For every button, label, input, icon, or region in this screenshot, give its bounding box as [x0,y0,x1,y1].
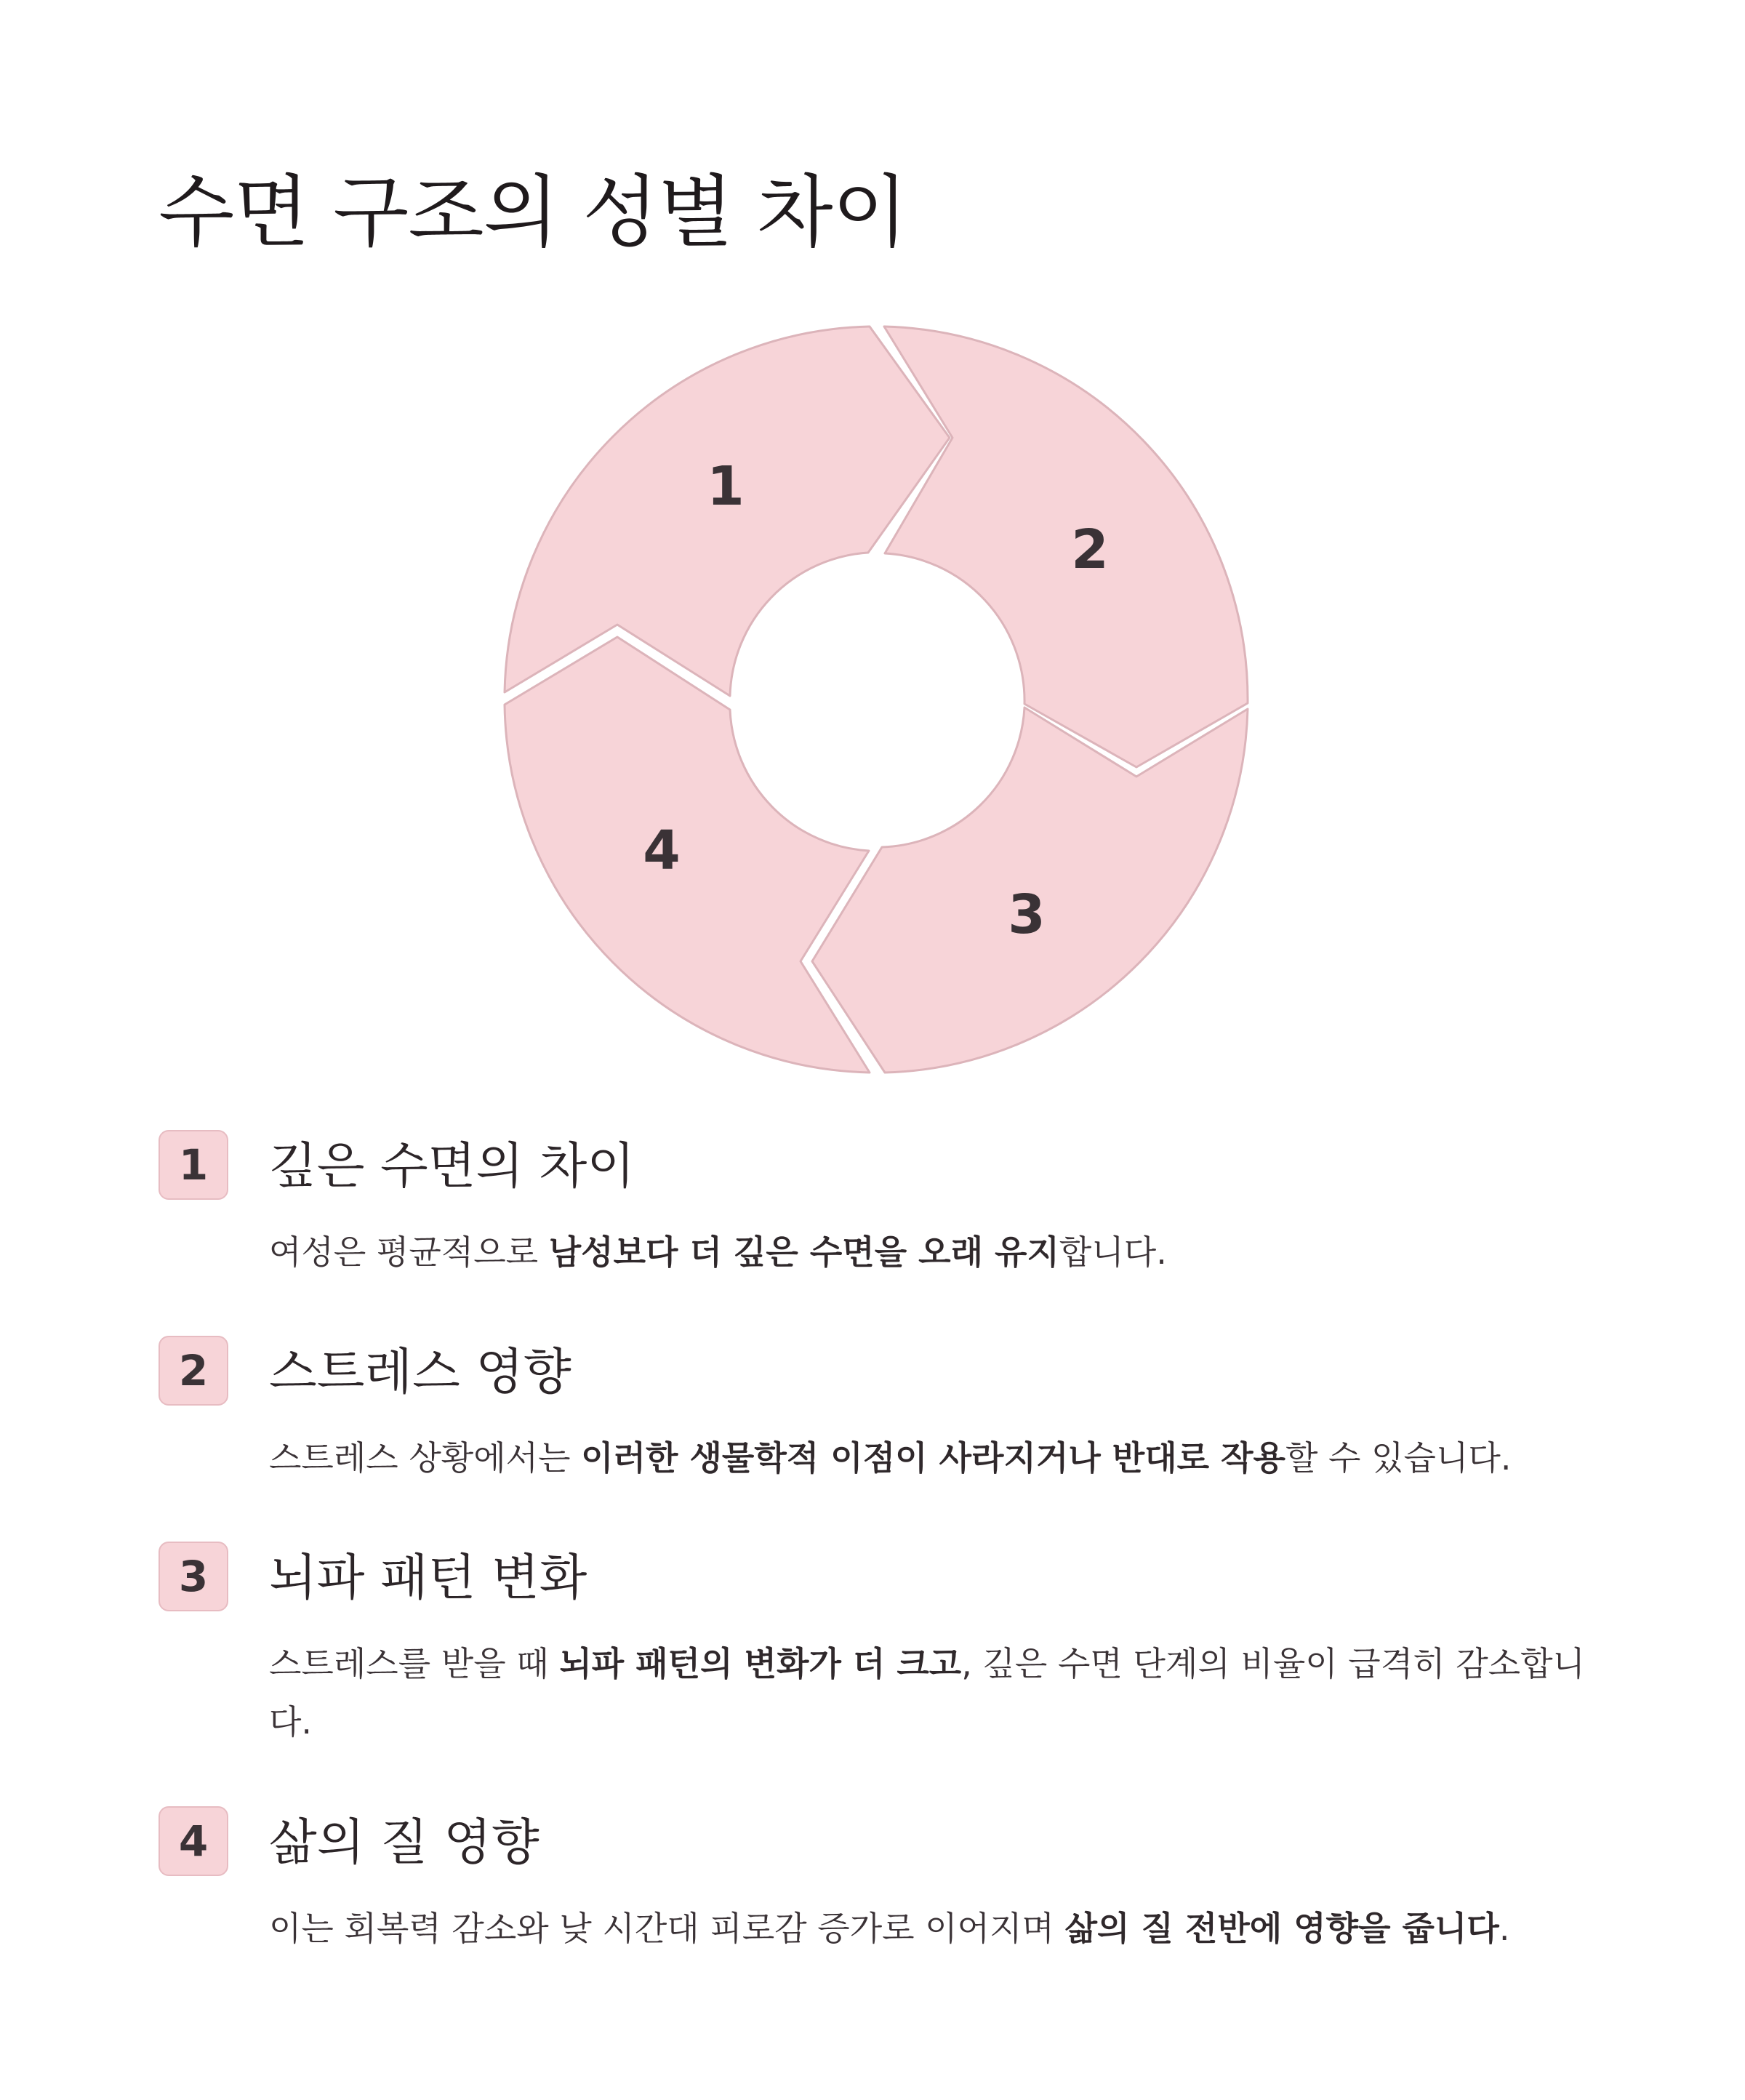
cycle-number-3: 3 [1008,883,1046,946]
step-title-1: 깊은 수면의 차이 [269,1138,635,1195]
step-badge-2: 2 [159,1336,228,1406]
step-badge-1: 1 [159,1130,228,1200]
page-title: 수면 구조의 성별 차이 [159,167,907,258]
cycle-segment-2 [884,326,1248,767]
step-description-4: 이는 회복력 감소와 낮 시간대 피로감 증가로 이어지며 삶의 질 전반에 영향을 줍니다. [269,1909,1510,1948]
step-description-3: 스트레스를 받을 때 뇌파 패턴의 변화가 더 크고, 깊은 수면 단계의 비율이 급격히 감소합니다. [269,1644,1585,1742]
cycle-number-1: 1 [707,455,745,518]
step-title-3: 뇌파 패턴 변화 [269,1550,587,1607]
step-badge-3: 3 [159,1542,228,1611]
step-title-2: 스트레스 영향 [269,1344,571,1401]
step-description-2: 스트레스 상황에서는 이러한 생물학적 이점이 사라지거나 반대로 작용할 수 있습니다. [269,1438,1512,1478]
step-description-1: 여성은 평균적으로 남성보다 더 깊은 수면을 오래 유지합니다. [269,1233,1167,1272]
cycle-number-4: 4 [643,819,681,882]
cycle-number-2: 2 [1071,518,1109,581]
step-badge-4: 4 [159,1806,228,1876]
cycle-segment-4 [505,637,870,1073]
step-title-4: 삶의 질 영향 [269,1814,539,1872]
